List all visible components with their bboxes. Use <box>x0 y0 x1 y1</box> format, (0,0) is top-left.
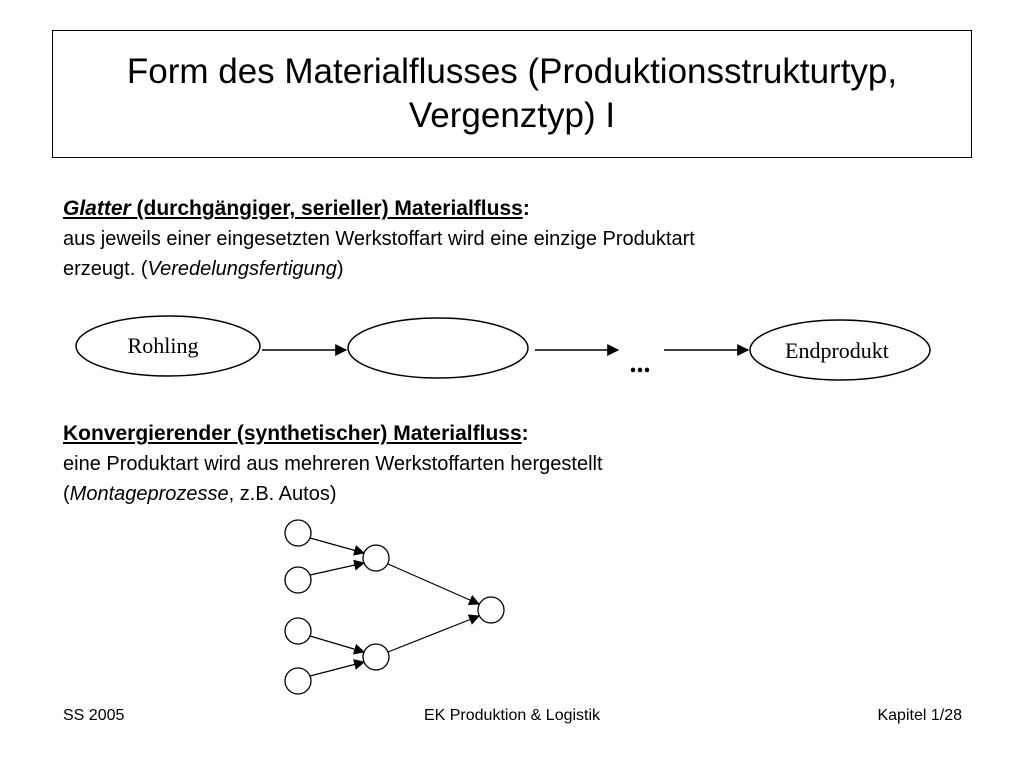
convergent-flow-diagram <box>285 520 504 694</box>
footer-page-number: Kapitel 1/28 <box>877 707 962 724</box>
example-term: Montageprozesse <box>69 483 229 505</box>
node-end-label: Endprodukt <box>785 338 889 363</box>
heading-colon: : <box>521 422 529 445</box>
node-start-label: Rohling <box>127 333 199 358</box>
footer-course: EK Produktion & Logistik <box>423 707 601 724</box>
input-node-1 <box>285 520 311 546</box>
heading-italic-word: Glatter <box>63 197 131 220</box>
slide-title-line-1: Form des Materialflusses (Produktionsstrukturtyp, <box>126 52 898 91</box>
section-convergent-flow-body-line-1: eine Produktart wird aus mehreren Werkstoffarten hergestellt <box>63 453 603 475</box>
assembly-node-lower <box>363 644 389 670</box>
input-node-4 <box>285 668 311 694</box>
input-node-3 <box>285 618 311 644</box>
edge-upper-to-final <box>388 564 479 604</box>
footer-semester: SS 2005 <box>63 707 125 724</box>
input-node-2 <box>285 567 311 593</box>
edge-1-to-upper <box>310 538 364 553</box>
node-middle <box>348 318 528 378</box>
heading-text: Konvergierender (synthetischer) Materialfluss <box>63 422 522 445</box>
heading-rest: (durchgängiger, serieller) Materialfluss <box>130 197 523 220</box>
heading-colon: : <box>522 197 530 220</box>
example-term: Veredelungsfertigung <box>147 258 337 280</box>
assembly-node-upper <box>363 545 389 571</box>
slide-title-line-2: Vergenztyp) I <box>408 96 616 135</box>
edge-2-to-upper <box>310 563 364 575</box>
final-node <box>478 597 504 623</box>
edge-4-to-lower <box>310 662 364 676</box>
section-convergent-flow-body-line-2: (Montageprozesse, z.B. Autos) <box>63 483 337 505</box>
section-smooth-flow-body-line-2: erzeugt. (Veredelungsfertigung) <box>63 258 344 280</box>
edge-3-to-lower <box>310 636 364 652</box>
ellipsis-label: ... <box>629 348 651 379</box>
serial-flow-diagram <box>76 316 930 380</box>
section-smooth-flow-body-line-1: aus jeweils einer eingesetzten Werkstoffart wird eine einzige Produktart <box>63 228 695 250</box>
edge-lower-to-final <box>388 616 479 652</box>
